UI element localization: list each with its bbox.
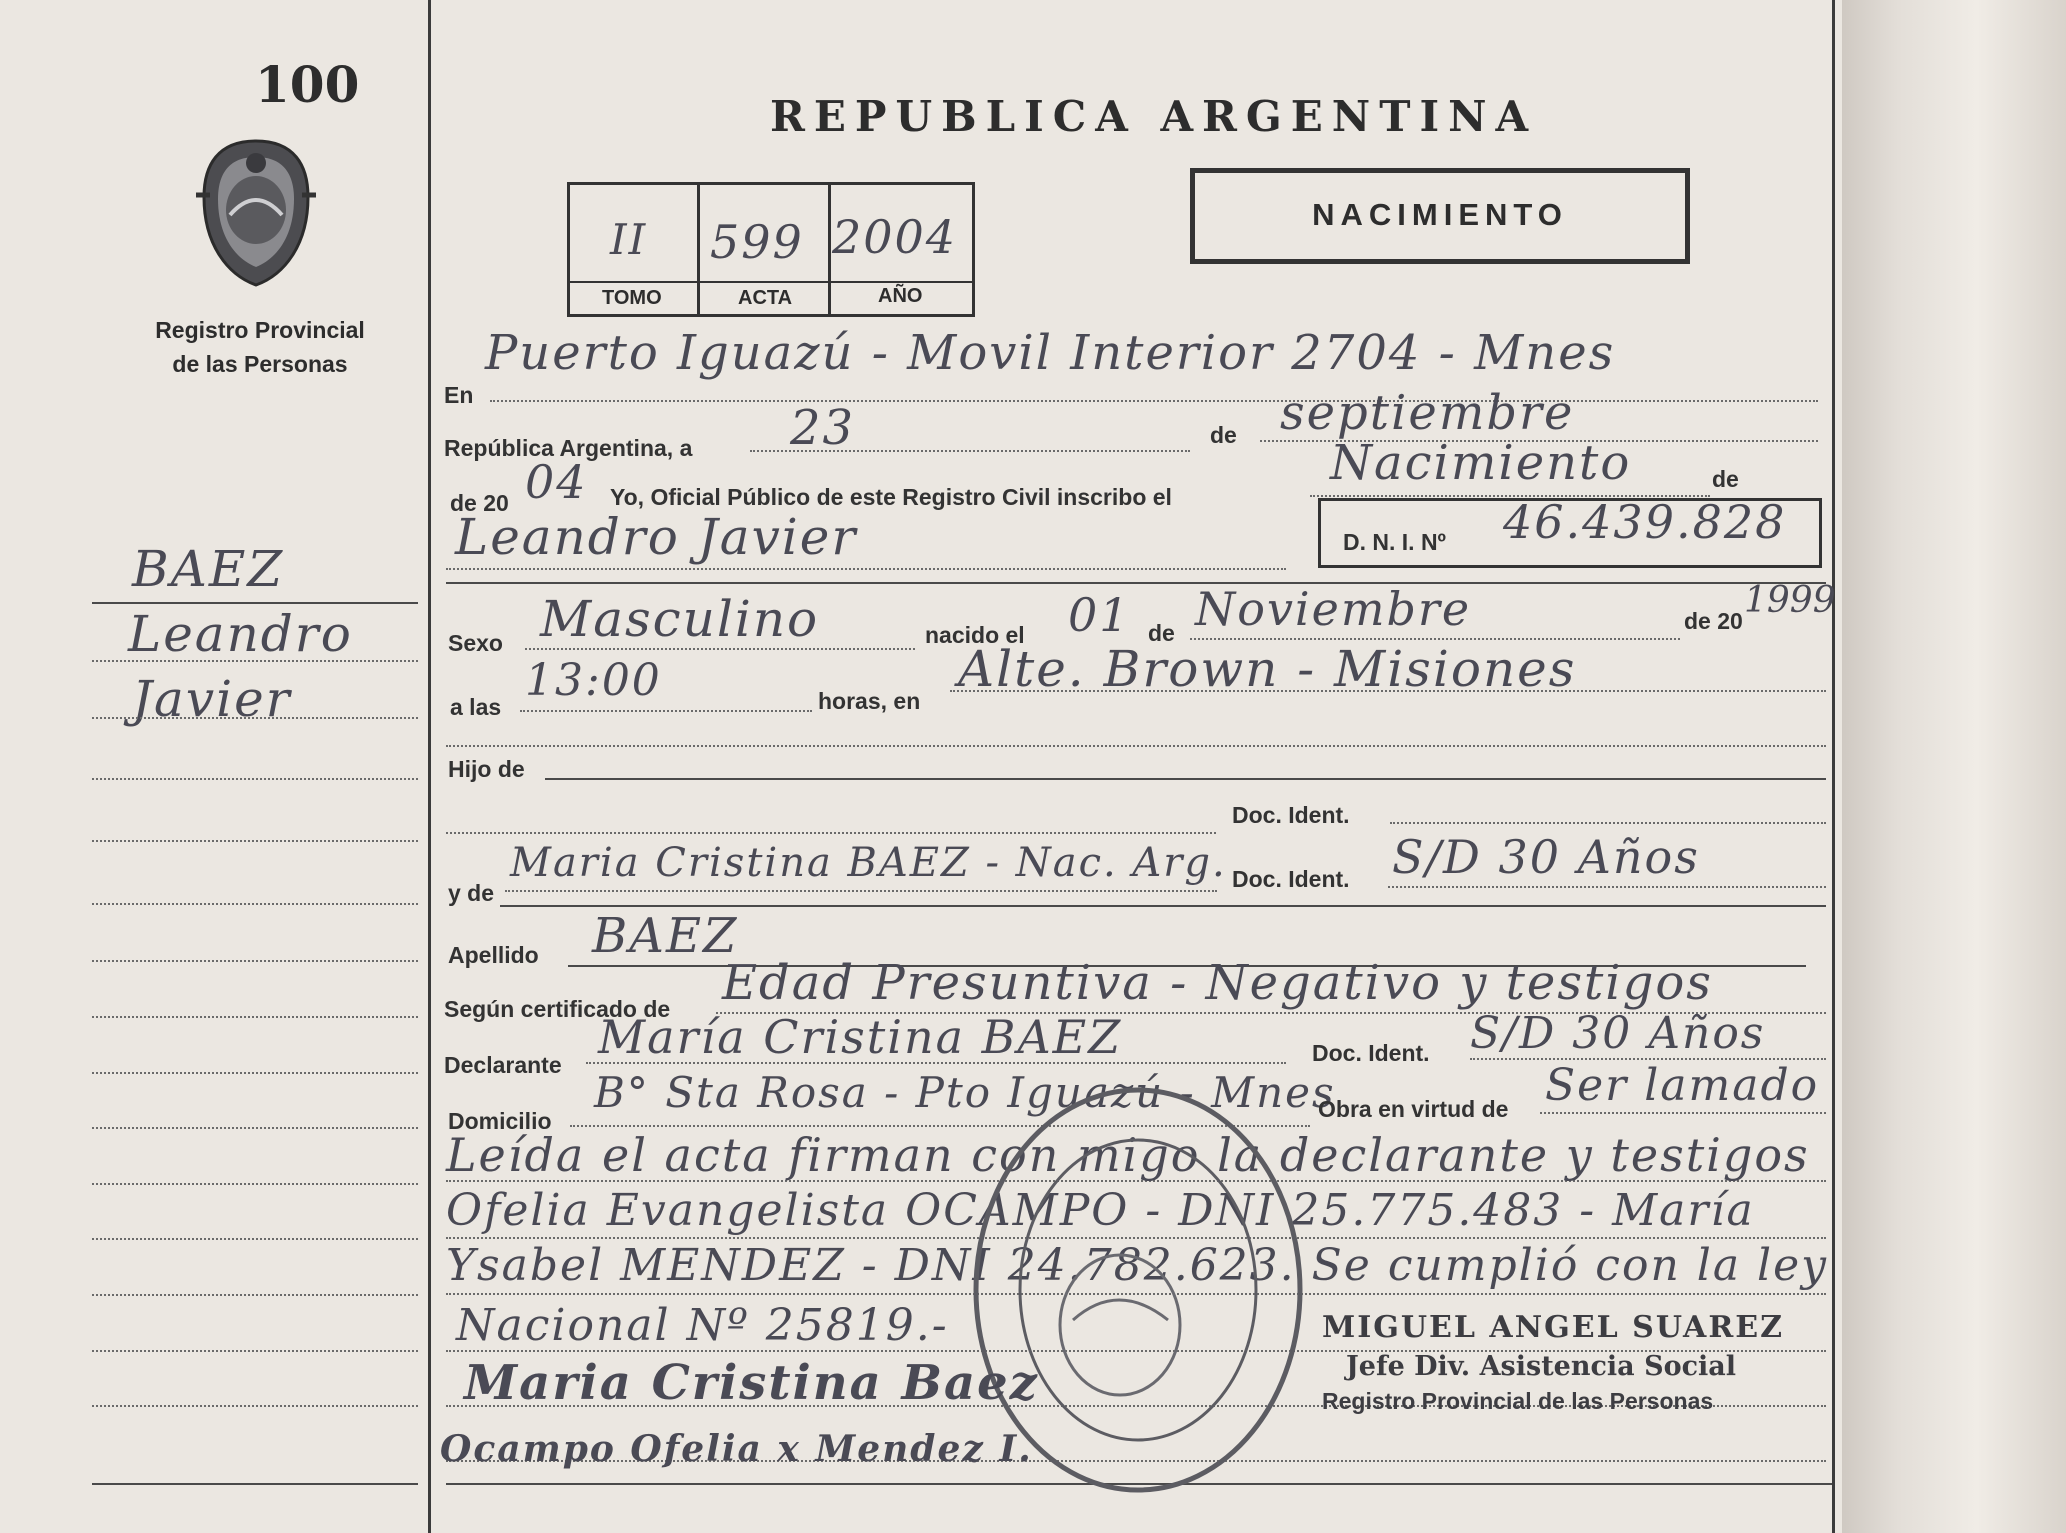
doc-ident-label: Doc. Ident. <box>1232 802 1350 828</box>
margin-line <box>92 903 418 905</box>
dni-label: D. N. I. Nº <box>1343 529 1446 555</box>
margin-first-name: Leandro <box>128 605 353 663</box>
sexo-value: Masculino <box>540 590 820 648</box>
hour-value: 13:00 <box>525 655 662 706</box>
sexo-line <box>525 648 915 650</box>
tomo-label: TOMO <box>602 287 662 309</box>
margin-line <box>92 660 418 662</box>
dni-box <box>1318 495 1822 568</box>
birth-day: 01 <box>1068 588 1131 642</box>
note-line-4: Nacional Nº 25819.- <box>456 1300 949 1351</box>
domicilio-value: B° Sta Rosa - Pto Iguazú - Mnes <box>594 1068 1336 1117</box>
father-doc-line <box>1390 822 1826 824</box>
hijo-line <box>545 778 1826 780</box>
hour-line <box>520 710 812 712</box>
margin-line <box>92 1350 418 1352</box>
next-page-edge <box>1842 0 2066 1533</box>
republica-label: República Argentina, a <box>444 435 693 461</box>
de-label-3: de <box>1148 620 1175 646</box>
province-seal-icon <box>188 135 324 290</box>
note-line-3: Ysabel MENDEZ - DNI 24.782.623. Se cumplió con la ley <box>446 1240 1829 1291</box>
declarante-label: Declarante <box>444 1052 562 1078</box>
name-value: Leandro Javier <box>455 508 858 566</box>
doc-ident-label-3: Doc. Ident. <box>1312 1040 1430 1066</box>
divider <box>500 905 1826 907</box>
signature-declarante: Maria Cristina Baez <box>464 1355 1039 1411</box>
mother-value: Maria Cristina BAEZ - Nac. Arg. <box>510 840 1227 886</box>
acta-value: 599 <box>710 215 804 269</box>
declarante-value: María Cristina BAEZ <box>598 1010 1123 1064</box>
dni-value: 46.439.828 <box>1503 495 1787 549</box>
birth-month: Noviembre <box>1195 582 1472 636</box>
declarante-doc-value: S/D 30 Años <box>1470 1008 1766 1059</box>
margin-line <box>92 1072 418 1074</box>
segun-label: Según certificado de <box>444 996 671 1022</box>
segun-value: Edad Presuntiva - Negativo y testigos <box>722 955 1713 1011</box>
mother-doc-line <box>1388 886 1826 888</box>
margin-line <box>92 1183 418 1185</box>
note-line-1: Leída el acta firman con migo la declarante y testigos <box>446 1128 1810 1182</box>
official-org: Registro Provincial de las Personas <box>1322 1388 1714 1414</box>
margin-line <box>92 717 418 719</box>
obra-value: Ser lamado <box>1545 1060 1820 1111</box>
margin-line <box>92 602 418 604</box>
margin-line <box>92 778 418 780</box>
margin-second-name: Javier <box>132 670 292 728</box>
margin-line <box>92 1016 418 1018</box>
horas-label: horas, en <box>818 688 921 714</box>
de20-label-2: de 20 <box>1684 608 1743 634</box>
page-right-border <box>1832 0 1835 1533</box>
margin-line <box>92 1127 418 1129</box>
column-divider <box>428 0 431 1533</box>
official-title: Jefe Div. Asistencia Social <box>1346 1351 1737 1382</box>
margin-line <box>92 1483 418 1485</box>
de20-label: de 20 <box>450 490 509 516</box>
alas-label: a las <box>450 694 502 720</box>
margin-line <box>92 1294 418 1296</box>
inscribo-value: Nacimiento <box>1330 435 1632 491</box>
tomo-value: II <box>610 215 648 264</box>
de-label-2: de <box>1712 466 1739 492</box>
sexo-label: Sexo <box>448 630 503 656</box>
margin-line <box>92 1238 418 1240</box>
acta-label: ACTA <box>738 287 793 309</box>
yde-label: y de <box>448 880 495 906</box>
year-value: 04 <box>525 455 588 509</box>
registry-box <box>567 182 975 317</box>
place-value: Alte. Brown - Misiones <box>958 640 1577 698</box>
ano-label: AÑO <box>878 285 923 307</box>
day-value: 23 <box>790 400 856 456</box>
margin-line <box>92 1405 418 1407</box>
father-line <box>446 832 1216 834</box>
domicilio-label: Domicilio <box>448 1108 552 1134</box>
officer-text: Yo, Oficial Público de este Registro Civil inscribo el <box>610 484 1172 510</box>
page-number: 100 <box>255 55 360 114</box>
country-title: REPUBLICA ARGENTINA <box>770 92 1538 141</box>
signature-witnesses: Ocampo Ofelia x Mendez I. <box>440 1428 1033 1470</box>
note-line-2: Ofelia Evangelista OCAMPO - DNI 25.775.483 - María <box>446 1185 1755 1236</box>
margin-line <box>92 840 418 842</box>
en-value: Puerto Iguazú - Movil Interior 2704 - Mnes <box>485 325 1616 381</box>
month-value: septiembre <box>1280 385 1575 441</box>
ano-value: 2004 <box>832 210 958 264</box>
birth-year: 1999 <box>1744 580 1836 621</box>
obra-label: Obra en virtud de <box>1318 1096 1509 1122</box>
official-name: MIGUEL ANGEL SUAREZ <box>1322 1310 1785 1345</box>
en-label: En <box>444 382 474 408</box>
apellido-label: Apellido <box>448 942 539 968</box>
doc-ident-label-2: Doc. Ident. <box>1232 866 1350 892</box>
apellido-value: BAEZ <box>592 908 739 964</box>
registry-name: Registro Provincial de las Personas <box>155 317 365 377</box>
de-label: de <box>1210 422 1237 448</box>
mother-doc-value: S/D 30 Años <box>1392 830 1700 884</box>
divider <box>446 582 1826 584</box>
name-line <box>446 568 1286 570</box>
hijo-label: Hijo de <box>448 756 525 782</box>
en-line <box>490 400 1818 402</box>
nacido-label: nacido el <box>925 622 1025 648</box>
record-type: NACIMIENTO <box>1312 197 1568 232</box>
margin-line <box>92 960 418 962</box>
obra-line <box>1540 1112 1826 1114</box>
mother-line <box>505 890 1217 892</box>
official-stamp-text <box>1322 1310 1784 1415</box>
margin-surname: BAEZ <box>132 540 285 598</box>
rule-line <box>446 745 1826 747</box>
record-type-box <box>1190 168 1690 264</box>
